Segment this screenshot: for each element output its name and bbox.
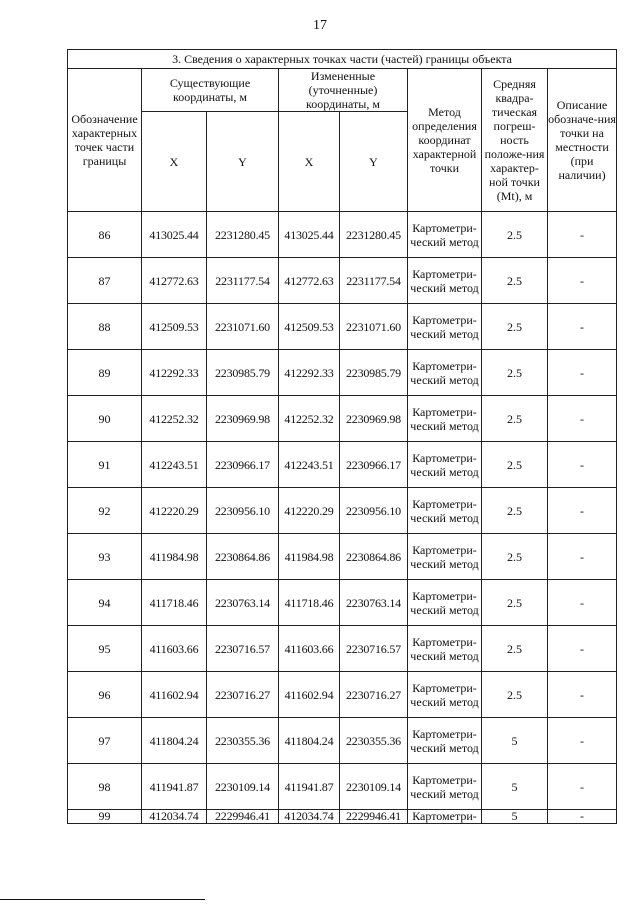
header-changed-x: X bbox=[279, 112, 340, 212]
point-cell: 98 bbox=[68, 764, 142, 810]
changed-x-cell: 412772.63 bbox=[279, 258, 340, 304]
existing-y-cell: 2230355.36 bbox=[207, 718, 279, 764]
changed-y-cell: 2231177.54 bbox=[340, 258, 408, 304]
method-cell: Картометри-ческий метод bbox=[408, 764, 482, 810]
changed-y-cell: 2229946.41 bbox=[340, 810, 408, 824]
table-row bbox=[68, 258, 617, 304]
point-cell: 99 bbox=[68, 810, 142, 824]
table-row bbox=[68, 580, 617, 626]
method-cell: Картометри-ческий метод bbox=[408, 442, 482, 488]
mt-cell: 2.5 bbox=[482, 350, 548, 396]
description-cell: - bbox=[548, 258, 617, 304]
point-cell: 90 bbox=[68, 396, 142, 442]
changed-x-cell: 411603.66 bbox=[279, 626, 340, 672]
mt-cell: 2.5 bbox=[482, 212, 548, 258]
description-cell: - bbox=[548, 718, 617, 764]
boundary-points-table bbox=[67, 49, 617, 824]
point-cell: 92 bbox=[68, 488, 142, 534]
existing-x-cell: 412509.53 bbox=[142, 304, 207, 350]
header-existing-y: Y bbox=[207, 112, 279, 212]
description-cell: - bbox=[548, 304, 617, 350]
changed-x-cell: 412220.29 bbox=[279, 488, 340, 534]
point-cell: 87 bbox=[68, 258, 142, 304]
header-existing-coordinates: Существующие координаты, м bbox=[142, 69, 279, 112]
table-row bbox=[68, 764, 617, 810]
description-cell: - bbox=[548, 396, 617, 442]
changed-x-cell: 411804.24 bbox=[279, 718, 340, 764]
header-existing-x: X bbox=[142, 112, 207, 212]
existing-x-cell: 412243.51 bbox=[142, 442, 207, 488]
changed-y-cell: 2230355.36 bbox=[340, 718, 408, 764]
changed-x-cell: 412509.53 bbox=[279, 304, 340, 350]
existing-y-cell: 2230109.14 bbox=[207, 764, 279, 810]
existing-y-cell: 2229946.41 bbox=[207, 810, 279, 824]
point-cell: 93 bbox=[68, 534, 142, 580]
method-cell: Картометри-ческий метод bbox=[408, 488, 482, 534]
existing-y-cell: 2231177.54 bbox=[207, 258, 279, 304]
existing-y-cell: 2230985.79 bbox=[207, 350, 279, 396]
existing-x-cell: 411602.94 bbox=[142, 672, 207, 718]
changed-x-cell: 411984.98 bbox=[279, 534, 340, 580]
description-cell: - bbox=[548, 534, 617, 580]
description-cell: - bbox=[548, 764, 617, 810]
description-cell: - bbox=[548, 580, 617, 626]
table-row bbox=[68, 672, 617, 718]
changed-x-cell: 412292.33 bbox=[279, 350, 340, 396]
existing-y-cell: 2230763.14 bbox=[207, 580, 279, 626]
description-cell: - bbox=[548, 350, 617, 396]
mt-cell: 2.5 bbox=[482, 534, 548, 580]
table-row bbox=[68, 304, 617, 350]
mt-cell: 2.5 bbox=[482, 304, 548, 350]
point-cell: 95 bbox=[68, 626, 142, 672]
header-changed-y: Y bbox=[340, 112, 408, 212]
point-cell: 96 bbox=[68, 672, 142, 718]
method-cell: Картометри-ческий метод bbox=[408, 718, 482, 764]
header-mean-square-error: Средняя квадра-тическая погреш-ность положе-ния характер-ной точки (Mt), м bbox=[482, 69, 548, 212]
table-row bbox=[68, 350, 617, 396]
changed-y-cell: 2230985.79 bbox=[340, 350, 408, 396]
mt-cell: 2.5 bbox=[482, 580, 548, 626]
existing-x-cell: 411603.66 bbox=[142, 626, 207, 672]
method-cell: Картометри-ческий метод bbox=[408, 304, 482, 350]
description-cell: - bbox=[548, 212, 617, 258]
existing-x-cell: 411984.98 bbox=[142, 534, 207, 580]
changed-y-cell: 2230966.17 bbox=[340, 442, 408, 488]
existing-y-cell: 2230956.10 bbox=[207, 488, 279, 534]
changed-x-cell: 411941.87 bbox=[279, 764, 340, 810]
changed-y-cell: 2231071.60 bbox=[340, 304, 408, 350]
existing-y-cell: 2230966.17 bbox=[207, 442, 279, 488]
description-cell: - bbox=[548, 488, 617, 534]
changed-y-cell: 2230864.86 bbox=[340, 534, 408, 580]
changed-x-cell: 412252.32 bbox=[279, 396, 340, 442]
point-cell: 86 bbox=[68, 212, 142, 258]
description-cell: - bbox=[548, 810, 617, 824]
method-cell: Картометри-ческий метод bbox=[408, 396, 482, 442]
changed-x-cell: 411718.46 bbox=[279, 580, 340, 626]
mt-cell: 2.5 bbox=[482, 396, 548, 442]
changed-y-cell: 2230716.57 bbox=[340, 626, 408, 672]
mt-cell: 2.5 bbox=[482, 258, 548, 304]
method-cell: Картометри-ческий метод bbox=[408, 672, 482, 718]
description-cell: - bbox=[548, 626, 617, 672]
existing-x-cell: 411804.24 bbox=[142, 718, 207, 764]
table-row bbox=[68, 488, 617, 534]
changed-y-cell: 2230109.14 bbox=[340, 764, 408, 810]
changed-y-cell: 2230763.14 bbox=[340, 580, 408, 626]
existing-x-cell: 412292.33 bbox=[142, 350, 207, 396]
changed-x-cell: 413025.44 bbox=[279, 212, 340, 258]
header-point-description: Описание обозначе-ния точки на местности (при наличии) bbox=[548, 69, 617, 212]
existing-y-cell: 2230969.98 bbox=[207, 396, 279, 442]
method-cell: Картометри-ческий метод bbox=[408, 580, 482, 626]
header-changed-coordinates: Измененные (уточненные) координаты, м bbox=[279, 69, 408, 112]
mt-cell: 2.5 bbox=[482, 442, 548, 488]
existing-y-cell: 2231280.45 bbox=[207, 212, 279, 258]
existing-y-cell: 2230716.57 bbox=[207, 626, 279, 672]
existing-y-cell: 2230864.86 bbox=[207, 534, 279, 580]
changed-y-cell: 2230956.10 bbox=[340, 488, 408, 534]
method-cell: Картометри-ческий метод bbox=[408, 626, 482, 672]
point-cell: 91 bbox=[68, 442, 142, 488]
existing-x-cell: 412772.63 bbox=[142, 258, 207, 304]
point-cell: 97 bbox=[68, 718, 142, 764]
header-point-designation: Обозначение характерных точек части границы bbox=[68, 69, 142, 212]
existing-y-cell: 2230716.27 bbox=[207, 672, 279, 718]
table-row bbox=[68, 212, 617, 258]
mt-cell: 5 bbox=[482, 718, 548, 764]
point-cell: 89 bbox=[68, 350, 142, 396]
table-title: 3. Сведения о характерных точках части (частей) границы объекта bbox=[68, 50, 617, 69]
table-row bbox=[68, 396, 617, 442]
method-cell: Картометри-ческий метод bbox=[408, 258, 482, 304]
changed-x-cell: 412034.74 bbox=[279, 810, 340, 824]
existing-x-cell: 411718.46 bbox=[142, 580, 207, 626]
changed-y-cell: 2230716.27 bbox=[340, 672, 408, 718]
existing-y-cell: 2231071.60 bbox=[207, 304, 279, 350]
mt-cell: 2.5 bbox=[482, 672, 548, 718]
changed-x-cell: 412243.51 bbox=[279, 442, 340, 488]
method-cell: Картометри-ческий метод bbox=[408, 350, 482, 396]
existing-x-cell: 412220.29 bbox=[142, 488, 207, 534]
mt-cell: 2.5 bbox=[482, 626, 548, 672]
page-number: 17 bbox=[313, 18, 327, 33]
method-cell: Картометри- bbox=[408, 810, 482, 824]
table-row bbox=[68, 718, 617, 764]
point-cell: 94 bbox=[68, 580, 142, 626]
table-row bbox=[68, 534, 617, 580]
method-cell: Картометри-ческий метод bbox=[408, 212, 482, 258]
changed-y-cell: 2231280.45 bbox=[340, 212, 408, 258]
description-cell: - bbox=[548, 672, 617, 718]
point-cell: 88 bbox=[68, 304, 142, 350]
header-method: Метод определения координат характерной точки bbox=[408, 69, 482, 212]
table-row bbox=[68, 810, 617, 824]
changed-y-cell: 2230969.98 bbox=[340, 396, 408, 442]
existing-x-cell: 412252.32 bbox=[142, 396, 207, 442]
method-cell: Картометри-ческий метод bbox=[408, 534, 482, 580]
mt-cell: 2.5 bbox=[482, 488, 548, 534]
table-row bbox=[68, 442, 617, 488]
existing-x-cell: 413025.44 bbox=[142, 212, 207, 258]
footnote-divider bbox=[0, 899, 205, 900]
changed-x-cell: 411602.94 bbox=[279, 672, 340, 718]
description-cell: - bbox=[548, 442, 617, 488]
existing-x-cell: 411941.87 bbox=[142, 764, 207, 810]
table-row bbox=[68, 626, 617, 672]
mt-cell: 5 bbox=[482, 764, 548, 810]
existing-x-cell: 412034.74 bbox=[142, 810, 207, 824]
mt-cell: 5 bbox=[482, 810, 548, 824]
